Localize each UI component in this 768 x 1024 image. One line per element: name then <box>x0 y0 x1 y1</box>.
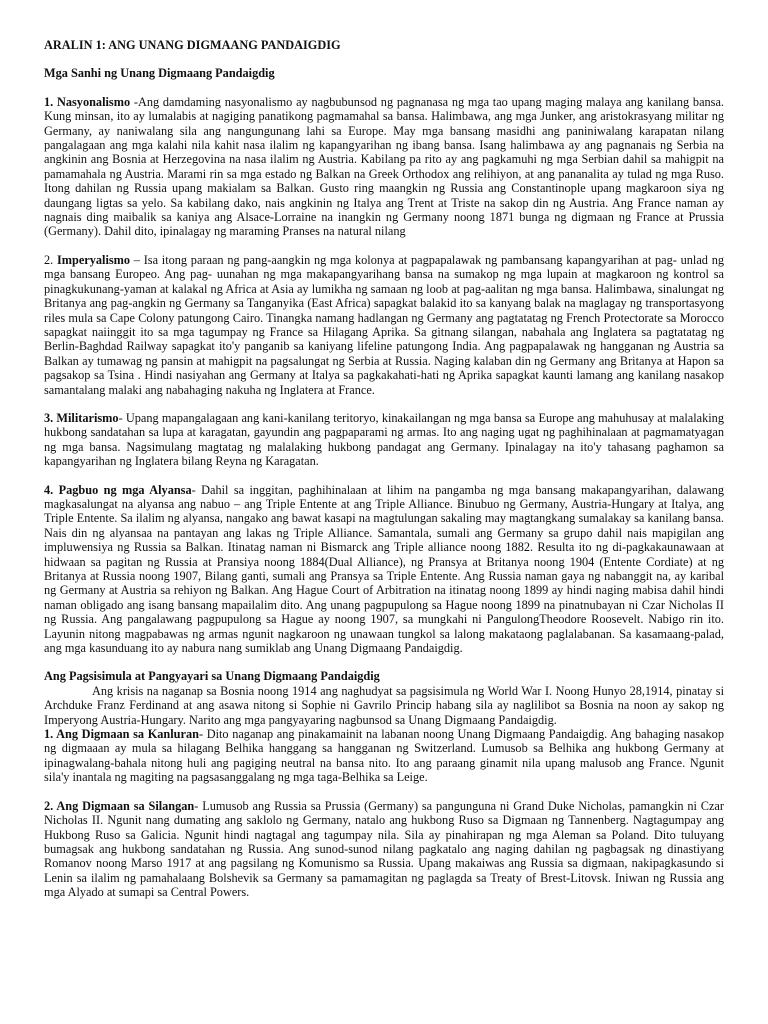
paragraph-intro: Ang krisis na naganap sa Bosnia noong 1914 ang naghudyat sa pagsisimula ng World War I. Noong Hunyo 28,1914, pinatay si Archduke Franz Ferdinand at ang asawa nitong si Sophie ni Gavrilo Princip habang sila ay naglilibot sa Bosnia na noon ay sakop ng Imperyong Austria-Hungary. Narito ang mga pangyayaring nagbunsod sa Unang Digmaang Pandaigdig. <box>44 683 724 727</box>
term-militarismo: 3. Militarismo <box>44 410 119 425</box>
paragraph-silangan <box>44 799 724 900</box>
term-kanluran: 1. Ang Digmaan sa Kanluran <box>44 727 199 742</box>
paragraph-alyansa <box>44 483 724 656</box>
number-imperyalismo: 2. <box>44 252 57 267</box>
term-silangan: 2. Ang Digmaan sa Silangan <box>44 798 195 813</box>
term-nasyonalismo: 1. Nasyonalismo <box>44 94 131 109</box>
paragraph-imperyalismo <box>44 253 724 397</box>
term-alyansa: 4. Pagbuo ng mga Alyansa <box>44 482 192 497</box>
term-imperyalismo: Imperyalismo <box>56 252 131 267</box>
text-kanluran: - Dito naganap ang pinakamainit na labanan noong Unang Digmaang Pandaigdig. Ang bahaging nasakop ng digmaaan ay mula sa hilagang Belhika hanggang sa hangganan ng Switzerland. Lumusob sa Belhika ang hukbong Germany at ipinagwalang-bahala nitong huli ang pagiging neutral na bansa nito. Ito ang paraang ginamit nila upang malusob ang France. Ngunit sila'y inantala ng magiting na pagsasanggalang ng mga taga-Belhika sa Leige. <box>44 727 724 785</box>
causes-heading: Mga Sanhi ng Unang Digmaang Pandaigdig <box>44 66 275 81</box>
text-alyansa: - Dahil sa inggitan, paghihinalaan at lihim na pangamba ng mga bansang makapangyarihan, dalawang magkasalungat na alyansa ang nabuo – ang Triple Entente at ang Triple Alliance. Binubuo ng Germany, Austria-Hungary at Italya, ang Triple Entente. Sa ilalim ng alyansa, nangako ang bawat kasapi na magtulungan sakaling may magtangkang sumalakay sa kanilang bansa. Nais din ng alyansaa na pantayan ang lakas ng Triple Alliance. Samantala, sumali ang Germany sa grupo dahil nais mapigilan ang impluwensiya ng Russia sa Balkan. Itinatag naman ni Bismarck ang Triple alliance noong 1882. Resulta ito ng di-pagkakaunawaan at hidwaan sa pagitan ng Russia at Pransiya noong 1884(Dual Alliance), ng Pransya at Britanya noong 1904 (Entente Cordiate) at ng Britanya at Russia noong 1907, Bilang ganti, sumali ang Pransya sa Triple Entente. Ang Russia naman gaya ng nabanggit na, ay karibal ng Germany at Austria sa rehiyon ng Balkan. Ang Hague Court of Arbitration na itinatag noong 1899 ay hindi naging mabisa dahil hindi naman obligado ang isang bansang mapailalim dito. Ang unang pagpupulong sa Hague noong 1899 na pinatnubayan ni Czar Nicholas II ng Russia. Ang pangalawang pagpupulong sa Hague ay noong 1907, sa mungkahi ni PangulongTheodore Roosevelt. Nabigo rin ito. Layunin nitong magpabawas ng armas ngunit nagkaroon ng unawaan tungkol sa lalong makataong paglalabanan. Sa kasamaang-palad, ang mga kasunduang ito ay nabura nang sumiklab ang Unang Digmaang Pandaigdig. <box>44 482 724 656</box>
events-heading: Ang Pagsisimula at Pangyayari sa Unang Digmaang Pandaigdig <box>44 669 380 684</box>
text-silangan: - Lumusob ang Russia sa Prussia (Germany) sa pangunguna ni Grand Duke Nicholas, pamangkin ni Czar Nicholas II. Ngunit nang dumating ang saklolo ng Germany, natalo ang hukbong Ruso sa Digmaan ng Tannenberg. Nagtagumpay ang Hukbong Ruso sa Galicia. Ngunit hindi nagtagal ang tagumpay nila. Sila ay pinahirapan ng mga Aleman sa Poland. Dito tuluyang bumagsak ang hukbong sandatahan ng Russia. Ang sunod-sunod nilang pagkatalo ang naging dahilan ng pagbagsak ng dinastiyang Romanov noong Marso 1917 at ang pagsilang ng Komunismo sa Russia. Upang makaiwas ang Russia sa digmaan, nakipagkasundo si Lenin sa ilalim ng pamahalaang Bolshevik sa Germany sa pamamagitan ng paglagda sa Treaty of Brest-Litovsk. Iniwan ng Russia ang mga Alyado at sumapi sa Central Powers. <box>44 798 724 900</box>
text-militarismo: - Upang mapangalagaan ang kani-kanilang teritoryo, kinakailangan ng mga bansa sa Europe ang mahuhusay at malalaking hukbong sandatahan sa lupa at karagatan, gayundin ang pagpaparami ng armas. Ito ang naging ugat ng paghihinalaan at pagmamatyagan ng mga bansa. Nagsimulang magtatag ng malalaking hukbong pandagat ang Germany. Ipinalagay na ito'y tahasang paghamon sa kapangyarihan ng Inglatera bilang Reyna ng Karagatan. <box>44 410 724 469</box>
paragraph-kanluran <box>44 727 724 785</box>
paragraph-militarismo <box>44 411 724 469</box>
paragraph-nasyonalismo <box>44 95 724 239</box>
lesson-title: ARALIN 1: ANG UNANG DIGMAANG PANDAIGDIG <box>44 38 341 52</box>
text-imperyalismo: – Isa itong paraan ng pang-aangkin ng mga kolonya at pagpapalawak ng pambansang kapangyarihan at pag- unlad ng mga bansang Europeo. Ang pag- uunahan ng mga makapangyarihang bansa na sumakop ng mga lupain at magkaroon ng kontrol sa pinagkukunang-yaman at kalakal ng Africa at Asia ay lumikha ng samaan ng loob at pag-aalitan ng mga bansa. Halimbawa, sinalungat ng Britanya ang pag-angkin ng Germany sa Tanganyika (East Africa) sapagkat balakid ito sa kanyang balak na maglagay ng transportasyong riles mula sa Cape Colony patungong Cairo. Tinangka namang hadlangan ng Germany ang pagtatatag ng French Protectorate sa Morocco sapagkat naiinggit ito sa mga tagumpay ng France sa Hilagang Aprika. Sa gitnang silangan, nabahala ang Inglatera sa pagtatatag ng Berlin-Baghdad Railway sapagkat ito'y panganib sa kaniyang lifeline patungong India. Ang pagpapalawak ng hangganan ng Austria sa Balkan ay tumawag ng pansin at mahigpit na pagsalungat ng Serbia at Russia. Naging kalaban din ng Germany ang Britanya at Hapon sa pagsakop sa Tsina . Hindi nasiyahan ang Germany at Italya sa pagkakahati-hati ng Aprika sapagkat kaunti lamang ang kanilang nasakop samantalang malaki ang nabahaging nakuha ng Inglatera at France. <box>44 252 724 397</box>
text-nasyonalismo: -Ang damdaming nasyonalismo ay nagbubunsod ng pagnanasa ng mga tao upang maging malaya ang kanilang bansa. Kung minsan, ito ay lumalabis at nagiging panatikong pagmamahal sa bansa. Halimbawa, ang mga Junker, ang aristokrasyang militar ng Germany, ay naniwalang sila ang nangungunang lahi sa Europe. May mga bansang masidhi ang paniniwalang karapatan nilang pangalagaan ang mga kalahi nila kahit nasa ilalim ng kapangyarihan ng ibang bansa. Isang halimbawa ay ang pagnanais ng Serbia na angkinin ang Bosnia at Herzegovina na nasa ilalim ng Austria. Kabilang pa rito ay ang pagkamuhi ng mga Serbian dahil sa mahigpit na pamamahala ng Austria. Marami rin sa mga estado ng Balkan na Greek Orthodox ang relihiyon, at ang pananalita ay tulad ng mga Ruso. Itong dahilan ng Russia upang makialam sa Balkan. Gusto ring maangkin ng Russia ang Constantinople upang magkaroon siya ng daungang ligtas sa yelo. Sa kabilang dako, nais angkinin ng Italya ang Trent at Triste na sakop din ng Austria. Ang France naman ay nagnais ding maibalik sa kaniya ang Alsace-Lorraine na inangkin ng Germany noong 1871 bunga ng digmaan ng France at Prussia (Germany). Dahil dito, ipinalagay ng maraming Pranses na natural nilang <box>44 94 725 239</box>
